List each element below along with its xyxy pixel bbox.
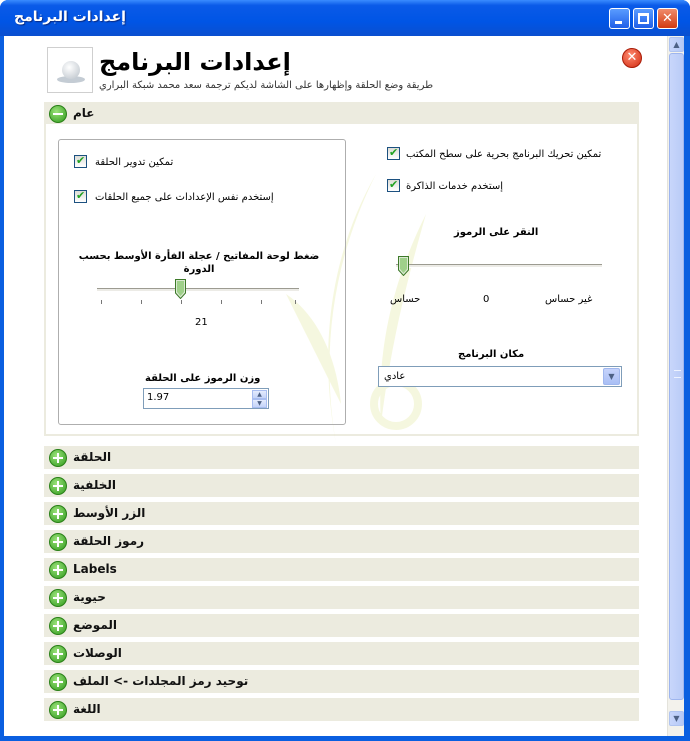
icon-click-min-label: حساس bbox=[390, 294, 421, 305]
section-header[interactable] bbox=[44, 698, 639, 722]
program-position-select[interactable] bbox=[378, 366, 622, 387]
section-header[interactable] bbox=[44, 670, 639, 694]
plus-circle-icon[interactable] bbox=[49, 505, 67, 523]
icon-click-thumb[interactable] bbox=[398, 256, 409, 276]
window-title: إعدادات البرنامج bbox=[14, 9, 126, 25]
section-label: Labels bbox=[73, 562, 117, 576]
plus-circle-icon[interactable] bbox=[49, 701, 67, 719]
section-label: اللغة bbox=[73, 702, 101, 716]
spin-up-button[interactable]: ▲ bbox=[252, 390, 267, 399]
icon-click-max-label: غير حساس bbox=[545, 294, 593, 305]
program-position-value: عادي bbox=[384, 371, 406, 382]
spin-down-button[interactable]: ▼ bbox=[252, 399, 267, 408]
rotation-speed-label: ضغط لوحة المفاتيح / عجلة الفأرة الأوسط بحسب الدورة bbox=[78, 251, 320, 275]
section-label: حيوية bbox=[73, 590, 106, 604]
rotation-speed-thumb[interactable] bbox=[175, 279, 186, 299]
move-freely-label: تمكين تحريك البرنامج بحرية على سطح المكتب bbox=[406, 149, 602, 160]
rotate-ring-checkbox[interactable]: ✔ bbox=[76, 154, 86, 167]
section-header[interactable] bbox=[44, 558, 639, 582]
chevron-down-icon[interactable]: ▼ bbox=[603, 368, 620, 385]
icon-click-label: النقر على الرموز bbox=[454, 227, 539, 238]
section-header[interactable] bbox=[44, 642, 639, 666]
section-label: الوصلات bbox=[73, 646, 122, 660]
same-settings-checkbox[interactable]: ✔ bbox=[76, 189, 86, 202]
memory-services-label: إستخدم خدمات الذاكرة bbox=[406, 181, 504, 192]
plus-circle-icon[interactable] bbox=[49, 673, 67, 691]
icon-weight-value: 1.97 bbox=[147, 392, 170, 403]
section-header-general[interactable] bbox=[44, 102, 639, 126]
plus-circle-icon[interactable] bbox=[49, 561, 67, 579]
maximize-icon bbox=[638, 13, 649, 24]
section-label: توحيد رمز المجلدات -> الملف bbox=[73, 674, 249, 688]
same-settings-label: إستخدم نفس الإعدادات على جميع الحلقات bbox=[95, 192, 274, 203]
section-header[interactable] bbox=[44, 446, 639, 470]
section-label: عام bbox=[73, 106, 95, 120]
rotation-speed-slider[interactable] bbox=[97, 288, 299, 292]
minimize-icon bbox=[615, 21, 622, 24]
plus-circle-icon[interactable] bbox=[49, 617, 67, 635]
client-area bbox=[4, 36, 684, 736]
icon-weight-spinner[interactable] bbox=[143, 388, 269, 409]
ring-options-group bbox=[58, 139, 346, 425]
close-button[interactable] bbox=[657, 8, 678, 29]
icon-click-slider[interactable] bbox=[396, 264, 602, 268]
memory-services-checkbox[interactable]: ✔ bbox=[389, 178, 399, 191]
plus-circle-icon[interactable] bbox=[49, 589, 67, 607]
plus-circle-icon[interactable] bbox=[49, 449, 67, 467]
section-header[interactable] bbox=[44, 502, 639, 526]
rotate-ring-label: تمكين تدوير الحلقة bbox=[95, 157, 174, 168]
plus-circle-icon[interactable] bbox=[49, 533, 67, 551]
plus-circle-icon[interactable] bbox=[49, 645, 67, 663]
rotation-speed-value: 21 bbox=[195, 317, 208, 328]
section-label: الحلقة bbox=[73, 450, 112, 464]
icon-weight-label: وزن الرموز على الحلقة bbox=[145, 373, 261, 384]
program-position-label: مكان البرنامج bbox=[458, 349, 525, 360]
vertical-scrollbar[interactable] bbox=[667, 36, 684, 736]
scroll-thumb[interactable] bbox=[669, 53, 684, 700]
minus-circle-icon[interactable] bbox=[49, 105, 67, 123]
maximize-button[interactable] bbox=[633, 8, 654, 29]
close-icon: ✕ bbox=[662, 11, 673, 26]
section-header[interactable] bbox=[44, 530, 639, 554]
scroll-down-button[interactable]: ▼ bbox=[669, 711, 684, 726]
page-subtitle: طريقة وضع الحلقة وإظهارها على الشاشة لديكم ترجمة سعد محمد شبكة البراري bbox=[99, 80, 434, 91]
plus-circle-icon[interactable] bbox=[49, 477, 67, 495]
icon-click-mid-label: 0 bbox=[483, 294, 490, 305]
section-header[interactable] bbox=[44, 586, 639, 610]
section-header[interactable] bbox=[44, 614, 639, 638]
section-label: الخلفية bbox=[73, 478, 116, 492]
close-circle-icon[interactable]: ✕ bbox=[622, 48, 642, 68]
page-title: إعدادات البرنامج bbox=[99, 48, 291, 76]
general-panel bbox=[44, 124, 639, 436]
section-label: الموضع bbox=[73, 618, 117, 632]
ring-app-icon bbox=[47, 47, 93, 93]
section-label: الزر الأوسط bbox=[73, 506, 146, 520]
scroll-up-button[interactable]: ▲ bbox=[669, 37, 684, 52]
title-bar[interactable] bbox=[0, 0, 690, 36]
minimize-button[interactable] bbox=[609, 8, 630, 29]
move-freely-checkbox[interactable]: ✔ bbox=[389, 146, 399, 159]
section-label: رموز الحلقة bbox=[73, 534, 145, 548]
section-header[interactable] bbox=[44, 474, 639, 498]
